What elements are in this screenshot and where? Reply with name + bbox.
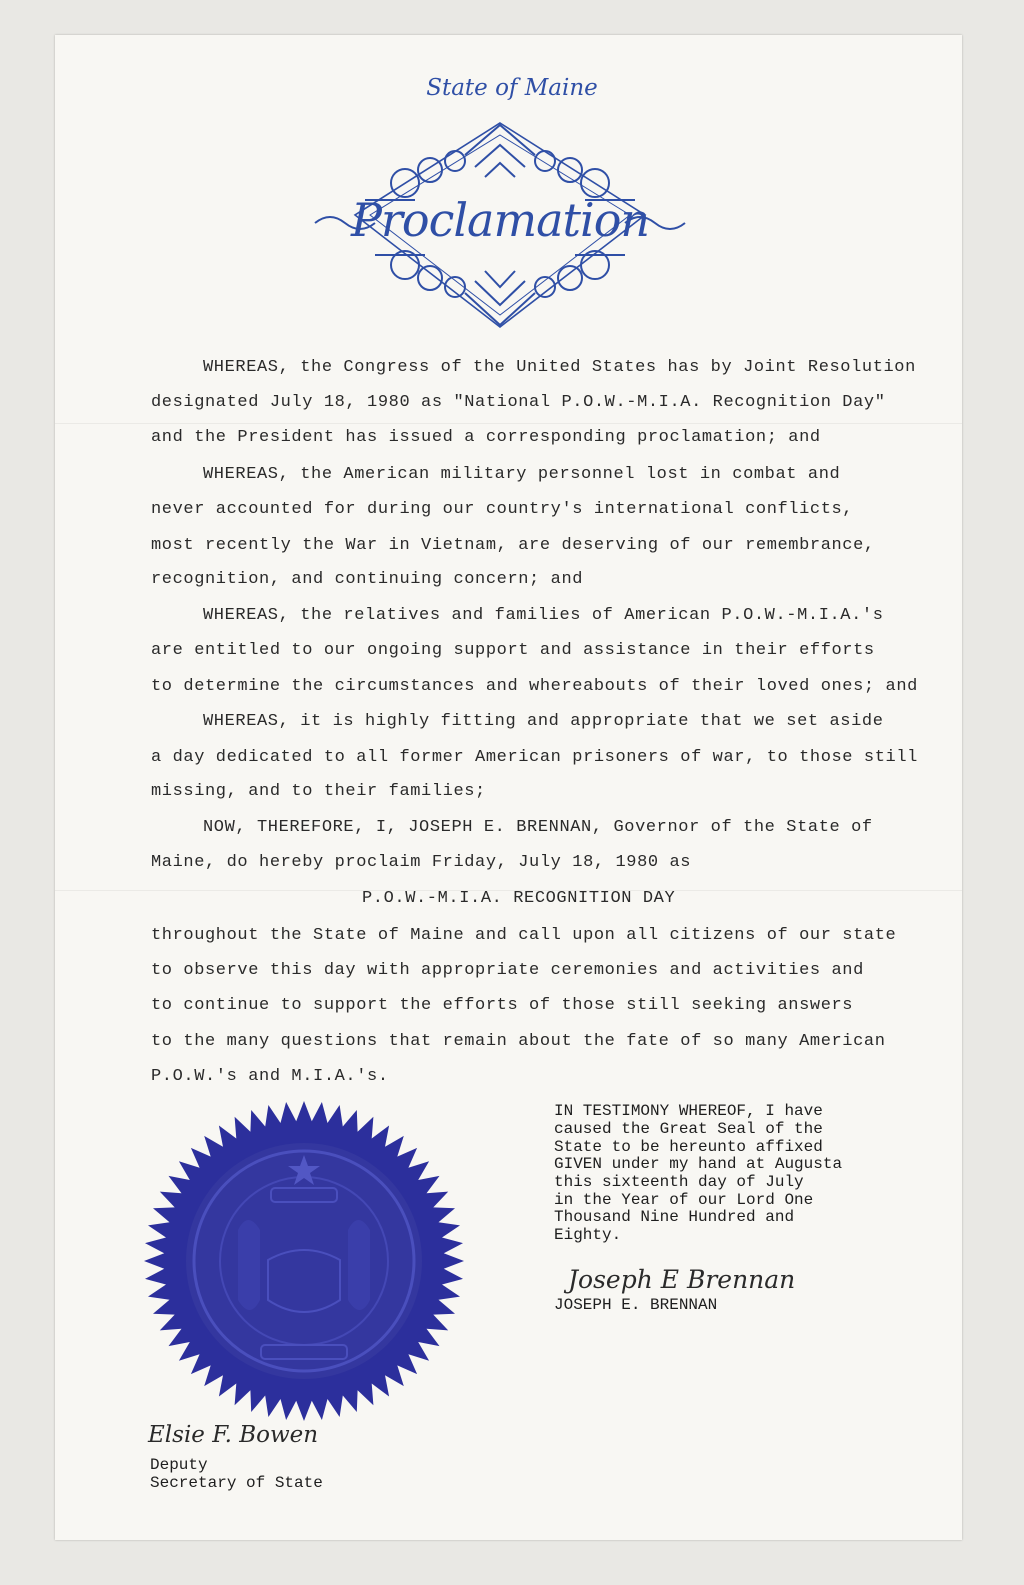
body-line: P.O.W.'s and M.I.A.'s. [151, 1067, 389, 1086]
testimony-line: Thousand Nine Hundred and [554, 1208, 795, 1226]
body-line: to the many questions that remain about the fate of so many American [151, 1032, 886, 1051]
body-line: NOW, THEREFORE, I, JOSEPH E. BRENNAN, Governor of the State of [203, 818, 873, 837]
fold-line [55, 423, 962, 424]
testimony-line: this sixteenth day of July [554, 1173, 804, 1191]
body-line: throughout the State of Maine and call upon all citizens of our state [151, 926, 897, 945]
body-line: to observe this day with appropriate ceremonies and activities and [151, 961, 864, 980]
testimony-line: GIVEN under my hand at Augusta [554, 1155, 843, 1173]
great-seal-of-maine [143, 1100, 465, 1422]
body-line: are entitled to our ongoing support and assistance in their efforts [151, 641, 875, 660]
body-line: most recently the War in Vietnam, are deserving of our remembrance, [151, 536, 875, 555]
recognition-day-heading: P.O.W.-M.I.A. RECOGNITION DAY [362, 889, 676, 908]
body-line: designated July 18, 1980 as "National P.O.W.-M.I.A. Recognition Day" [151, 393, 886, 412]
body-line: never accounted for during our country's international conflicts, [151, 500, 854, 519]
testimony-line: caused the Great Seal of the [554, 1120, 823, 1138]
body-line: WHEREAS, the Congress of the United States has by Joint Resolution [203, 358, 916, 377]
testimony-line: Eighty. [554, 1226, 622, 1244]
deputy-title: Secretary of State [150, 1474, 323, 1492]
testimony-line: IN TESTIMONY WHEREOF, I have [554, 1102, 823, 1120]
body-line: WHEREAS, it is highly fitting and appropriate that we set aside [203, 712, 884, 731]
body-line: missing, and to their families; [151, 782, 486, 801]
proclamation-title: Proclamation [350, 193, 650, 247]
body-line: WHEREAS, the American military personnel lost in combat and [203, 465, 841, 484]
deputy-title: Deputy [150, 1456, 208, 1474]
testimony-line: State to be hereunto affixed [554, 1138, 823, 1156]
testimony-line: in the Year of our Lord One [554, 1191, 814, 1209]
governor-signature: Joseph E Brennan [568, 1265, 796, 1294]
proclamation-crest [305, 115, 695, 340]
body-line: to determine the circumstances and whereabouts of their loved ones; and [151, 677, 918, 696]
body-line: WHEREAS, the relatives and families of American P.O.W.-M.I.A.'s [203, 606, 884, 625]
body-line: recognition, and continuing concern; and [151, 570, 584, 589]
body-line: Maine, do hereby proclaim Friday, July 18, 1980 as [151, 853, 692, 872]
body-line: a day dedicated to all former American prisoners of war, to those still [151, 748, 918, 767]
governor-name: JOSEPH E. BRENNAN [554, 1296, 718, 1314]
seal-icon [143, 1100, 465, 1422]
deputy-signature: Elsie F. Bowen [148, 1422, 319, 1448]
state-of-maine-heading: State of Maine [426, 75, 598, 101]
body-line: and the President has issued a corresponding proclamation; and [151, 428, 821, 447]
body-line: to continue to support the efforts of those still seeking answers [151, 996, 854, 1015]
